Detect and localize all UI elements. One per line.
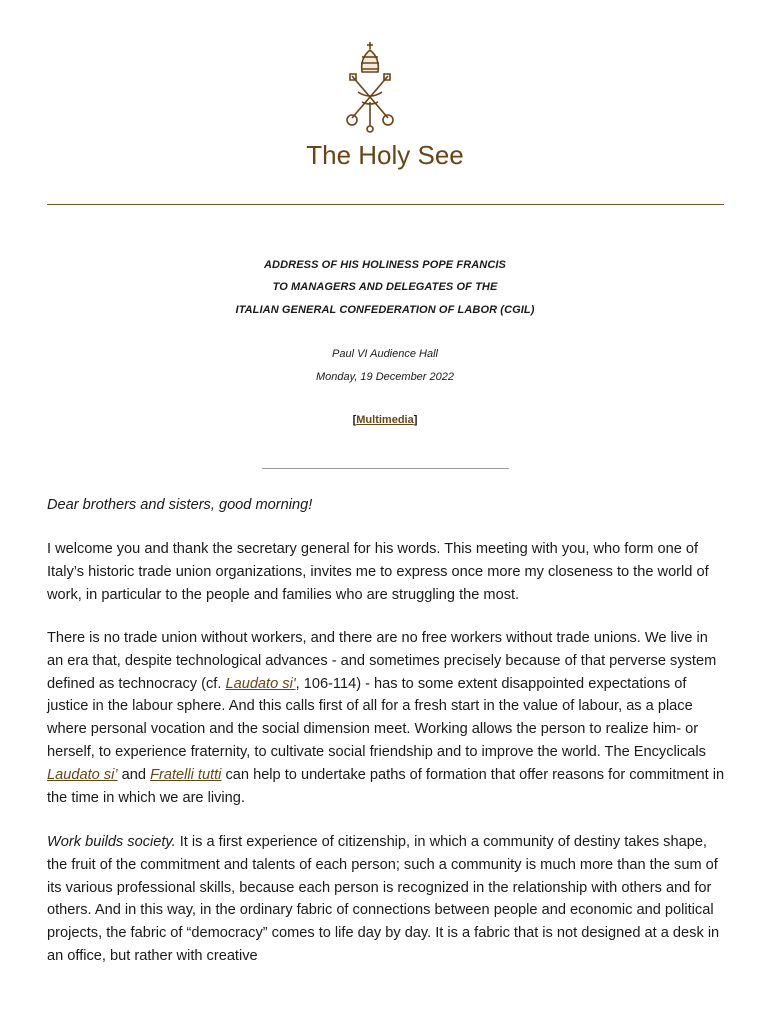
bracket-open: [ — [352, 414, 357, 426]
paragraph-2-text-c: and — [117, 766, 151, 783]
paragraph-2 — [47, 627, 727, 809]
paragraph-2-text-a: There is no trade union without workers, and there are no free workers without trade unions. We live in an era that, despite technological advances - and sometimes precisely because of that perverse system defined as technocracy (cf. — [47, 630, 717, 692]
bracket-close: ] — [413, 414, 418, 426]
papal-coat-of-arms-icon — [344, 40, 396, 134]
section-separator — [262, 468, 509, 469]
site-title: The Holy See — [306, 140, 464, 170]
laudato-si-link-1[interactable]: Laudato si' — [225, 675, 296, 692]
fratelli-tutti-link[interactable]: Fratelli tutti — [150, 766, 222, 783]
address-title-line-1: ADDRESS OF HIS HOLINESS POPE FRANCIS — [264, 259, 506, 271]
header-divider — [47, 204, 724, 205]
paragraph-3 — [47, 831, 727, 968]
address-title-line-2: TO MANAGERS AND DELEGATES OF THE — [272, 281, 498, 293]
paragraph-2-text-b: , 106-114) - has to some extent disappointed expectations of justice in the labour sphere. And this calls first of all for a fresh start in the value of labour, as a place where personal vocation and the social dimension meet. Working allows the person to realize him- or herself, to experience fraternity, to cultivate social friendship and to improve the world. The Encyclicals — [47, 675, 706, 760]
laudato-si-link-2[interactable]: Laudato si’ — [47, 766, 118, 783]
address-date: Monday, 19 December 2022 — [316, 371, 454, 383]
multimedia-link-wrapper — [0, 414, 770, 426]
venue: Paul VI Audience Hall — [332, 348, 438, 360]
paragraph-3-text: It is a first experience of citizenship, in which a community of destiny takes shape, the fruit of the commitment and talents of each person; such a community is much more than the sum of its various professional skills, because each person is recognized in the relationship with others and for others. And in this way, in the ordinary fabric of connections between people and economic and political projects, the fabric of “democracy” comes to life day by day. It is a fabric that is not designed at a desk in an office, but rather with creative — [47, 834, 720, 964]
paragraph-1 — [47, 538, 727, 606]
paragraph-1-text: I welcome you and thank the secretary general for his words. This meeting with you, who form one of Italy’s historic trade union organizations, invites me to express once more my closeness to the world of work, in particular to the people and families who are struggling the most. — [47, 541, 709, 603]
greeting: Dear brothers and sisters, good morning! — [47, 497, 313, 513]
multimedia-link[interactable]: Multimedia — [356, 414, 414, 426]
paragraph-3-emphasis: Work builds society. — [47, 834, 176, 850]
address-title-line-3: ITALIAN GENERAL CONFEDERATION OF LABOR (CGIL) — [235, 304, 535, 316]
paragraph-2-text-d: can help to undertake paths of formation that offer reasons for commitment in the time in which we are living. — [47, 766, 725, 806]
